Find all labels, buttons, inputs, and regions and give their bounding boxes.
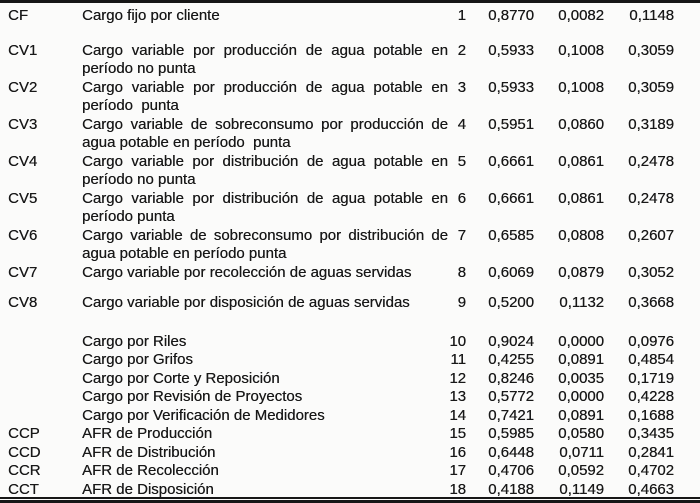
value-factor-1: 0,5951 — [488, 115, 534, 133]
row-number: 13 — [449, 388, 466, 405]
value-factor-3: 0,2478 — [628, 189, 674, 207]
value-factor-1: 0,7421 — [488, 406, 534, 424]
row-number: 5 — [457, 152, 466, 170]
row-number: 9 — [457, 294, 466, 311]
description-line: agua potable en período punta — [82, 245, 287, 262]
value-factor-3: 0,4663 — [628, 480, 674, 498]
row-number: 6 — [457, 189, 466, 207]
row-description — [82, 425, 448, 444]
row-description — [82, 407, 448, 426]
value-factor-1: 0,6069 — [488, 263, 534, 281]
value-factor-2: 0,0879 — [558, 263, 604, 281]
row-description — [82, 370, 448, 389]
value-factor-2: 0,0891 — [558, 406, 604, 424]
table-row — [8, 227, 700, 264]
description-line: Cargo variable por recolección de aguas servidas — [82, 263, 412, 281]
value-factor-2: 0,0000 — [558, 388, 604, 405]
row-number: 8 — [457, 263, 466, 281]
tariff-table — [8, 7, 700, 499]
value-factor-3: 0,3052 — [628, 263, 674, 281]
row-code: CCT — [8, 480, 39, 498]
value-factor-3: 0,1148 — [629, 7, 674, 24]
table-row — [8, 42, 700, 79]
value-factor-2: 0,1008 — [558, 78, 604, 96]
table-row — [8, 153, 700, 190]
row-description — [82, 294, 448, 313]
value-factor-3: 0,3435 — [628, 425, 674, 442]
value-factor-3: 0,0976 — [628, 332, 674, 350]
row-code: CV4 — [8, 152, 38, 170]
row-description — [82, 42, 448, 79]
value-factor-2: 0,0861 — [558, 152, 604, 170]
value-factor-3: 0,2841 — [628, 443, 674, 461]
description-line: AFR de Recolección — [82, 462, 219, 479]
description-line: Cargo variable de sobreconsumo por producción de — [82, 115, 448, 133]
row-description — [82, 351, 448, 370]
description-line: período no punta — [82, 171, 196, 188]
row-description — [82, 227, 448, 264]
table-row — [8, 388, 700, 407]
row-description — [82, 264, 448, 283]
value-factor-2: 0,0808 — [558, 226, 604, 244]
table-row — [8, 333, 700, 352]
description-line: Cargo variable por disposición de aguas servidas — [82, 294, 410, 311]
value-factor-3: 0,4702 — [628, 462, 674, 479]
row-code: CCD — [8, 443, 41, 461]
row-description — [82, 190, 448, 227]
value-factor-1: 0,6661 — [488, 152, 534, 170]
row-code: CV6 — [8, 226, 38, 244]
row-number: 7 — [457, 226, 466, 244]
row-number: 16 — [449, 443, 466, 461]
description-line: AFR de Distribución — [82, 443, 216, 461]
value-factor-3: 0,4228 — [628, 388, 674, 405]
value-factor-3: 0,1688 — [628, 406, 674, 424]
value-factor-1: 0,4255 — [488, 351, 534, 368]
value-factor-1: 0,5933 — [488, 41, 534, 59]
row-code: CCR — [8, 462, 41, 479]
value-factor-1: 0,9024 — [488, 332, 534, 350]
row-code: CF — [8, 7, 28, 24]
value-factor-1: 0,4706 — [488, 462, 534, 479]
row-description — [82, 7, 448, 26]
value-factor-2: 0,0891 — [558, 351, 604, 368]
value-factor-3: 0,3059 — [628, 41, 674, 59]
row-code: CCP — [8, 425, 40, 442]
description-line: AFR de Disposición — [82, 480, 214, 498]
table-row — [8, 444, 700, 463]
value-factor-2: 0,1008 — [558, 41, 604, 59]
value-factor-3: 0,4854 — [628, 351, 674, 368]
table-row — [8, 264, 700, 283]
row-number: 15 — [449, 425, 466, 442]
row-description — [82, 153, 448, 190]
value-factor-2: 0,1149 — [559, 480, 604, 498]
table-row — [8, 116, 700, 153]
value-factor-3: 0,2478 — [628, 152, 674, 170]
value-factor-1: 0,5772 — [488, 388, 534, 405]
row-number: 10 — [449, 332, 466, 350]
description-line: Cargo variable de sobreconsumo por distribución de — [82, 226, 448, 244]
value-factor-1: 0,5985 — [488, 425, 534, 442]
table-row — [8, 294, 700, 313]
value-factor-2: 0,0592 — [558, 462, 604, 479]
value-factor-3: 0,2607 — [628, 226, 674, 244]
table-row — [8, 190, 700, 227]
table-row — [8, 7, 700, 26]
value-factor-1: 0,5933 — [488, 78, 534, 96]
value-factor-2: 0,0860 — [558, 115, 604, 133]
row-code: CV8 — [8, 294, 38, 311]
row-number: 2 — [457, 41, 466, 59]
value-factor-1: 0,8770 — [488, 7, 534, 24]
table-last-row-rule — [0, 497, 700, 499]
row-code: CV2 — [8, 78, 38, 96]
value-factor-3: 0,3059 — [628, 78, 674, 96]
value-factor-2: 0,1132 — [559, 294, 604, 311]
value-factor-2: 0,0035 — [558, 369, 604, 387]
description-line: agua potable en período punta — [82, 134, 291, 151]
description-line: Cargo variable por producción de agua potable en — [82, 41, 448, 59]
row-description — [82, 333, 448, 352]
value-factor-3: 0,1719 — [628, 369, 674, 387]
table-row — [8, 462, 700, 481]
row-number: 17 — [449, 462, 466, 479]
row-description — [82, 462, 448, 481]
description-line: Cargo variable por distribución de agua potable en — [82, 152, 448, 170]
description-line: Cargo por Revisión de Proyectos — [82, 388, 303, 405]
value-factor-2: 0,0861 — [558, 189, 604, 207]
description-line: Cargo fijo por cliente — [82, 7, 220, 24]
value-factor-2: 0,0000 — [558, 332, 604, 350]
description-line: Cargo variable por distribución de agua potable en — [82, 189, 448, 207]
row-description — [82, 388, 448, 407]
row-code: CV5 — [8, 189, 38, 207]
description-line: período punta — [82, 97, 179, 114]
table-top-border — [0, 0, 700, 3]
description-line: Cargo por Verificación de Medidores — [82, 406, 325, 424]
row-number: 4 — [457, 115, 466, 133]
row-number: 18 — [449, 480, 466, 498]
value-factor-3: 0,3189 — [628, 115, 674, 133]
description-line: Cargo por Grifos — [82, 351, 193, 368]
row-code: CV3 — [8, 115, 38, 133]
row-number: 1 — [457, 7, 466, 24]
row-description — [82, 444, 448, 463]
description-line: Cargo por Riles — [82, 332, 187, 350]
row-number: 3 — [457, 78, 466, 96]
description-line: AFR de Producción — [82, 425, 213, 442]
row-code: CV7 — [8, 263, 38, 281]
description-line: período punta — [82, 208, 175, 225]
value-factor-1: 0,8246 — [488, 369, 534, 387]
row-code: CV1 — [8, 41, 38, 59]
value-factor-1: 0,5200 — [488, 294, 534, 311]
row-description — [82, 79, 448, 116]
value-factor-1: 0,6585 — [488, 226, 534, 244]
value-factor-2: 0,0711 — [559, 443, 604, 461]
description-line: Cargo por Corte y Reposición — [82, 369, 280, 387]
table-row — [8, 351, 700, 370]
table-row — [8, 79, 700, 116]
value-factor-1: 0,4188 — [488, 480, 534, 498]
value-factor-2: 0,0580 — [558, 425, 604, 442]
value-factor-1: 0,6661 — [488, 189, 534, 207]
value-factor-3: 0,3668 — [628, 294, 674, 311]
description-line: Cargo variable por producción de agua potable en — [82, 78, 448, 96]
row-number: 14 — [449, 406, 466, 424]
row-number: 12 — [449, 369, 466, 387]
row-description — [82, 116, 448, 153]
table-row — [8, 425, 700, 444]
table-row — [8, 370, 700, 389]
description-line: período no punta — [82, 60, 196, 77]
row-number: 11 — [450, 351, 466, 368]
value-factor-2: 0,0082 — [558, 7, 604, 24]
table-row — [8, 407, 700, 426]
value-factor-1: 0,6448 — [488, 443, 534, 461]
